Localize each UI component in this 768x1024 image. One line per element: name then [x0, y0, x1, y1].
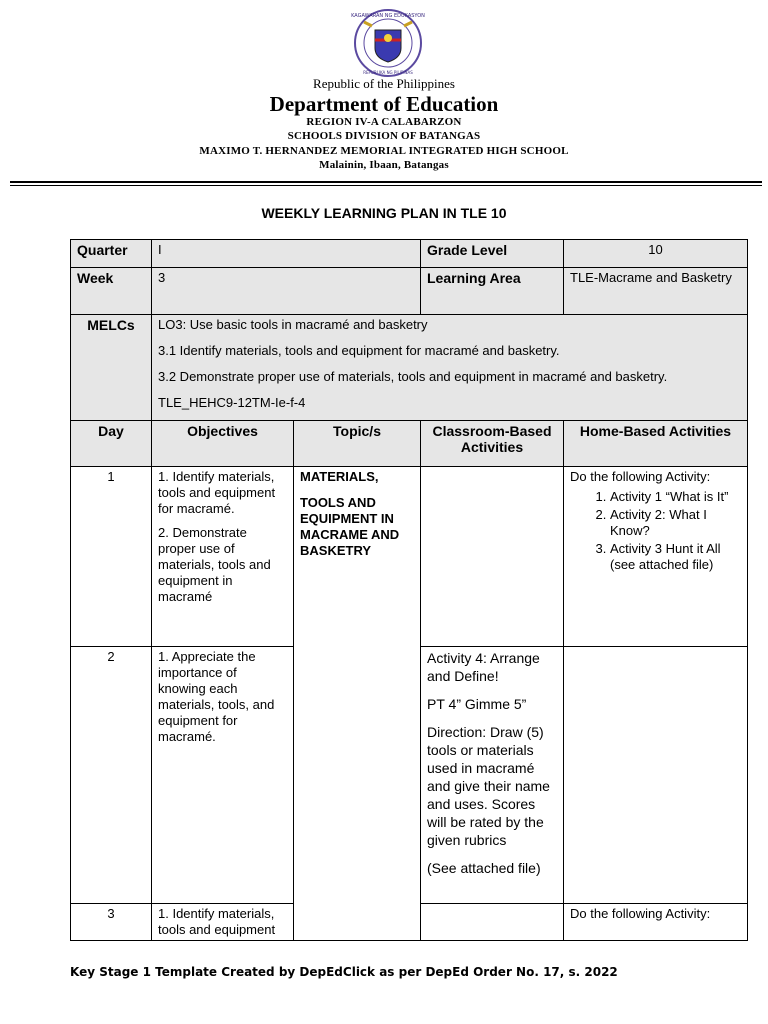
topic-cell	[294, 467, 421, 941]
school-name: MAXIMO T. HERNANDEZ MEMORIAL INTEGRATED HIGH SCHOOL	[199, 145, 569, 157]
classroom-activity: Direction: Draw (5) tools or materials used in macramé and give their name and uses. Scores will be rated by the given rubrics	[427, 724, 550, 848]
home-intro: Do the following Activity:	[570, 469, 711, 484]
melc-item: 3.2 Demonstrate proper use of materials, tools and equipment in macramé and basketry.	[158, 369, 668, 384]
day-cell: 2	[71, 647, 152, 904]
home-cell	[564, 647, 748, 904]
classroom-cell	[421, 904, 564, 941]
melc-code: TLE_HEHC9-12TM-Ie-f-4	[158, 395, 306, 410]
classroom-activity: Activity 4: Arrange and Define!	[427, 650, 540, 684]
home-activity-item: 1. Activity 1 “What is It”	[610, 489, 741, 505]
quarter-label: Quarter	[71, 240, 152, 268]
objective-item: 1. Appreciate the importance of knowing each materials, tools, and equipment for macramé.	[158, 649, 275, 744]
day-cell: 3	[71, 904, 152, 941]
seal-bottom-text: REPUBLIKA NG PILIPINAS	[363, 70, 413, 75]
column-header-objectives: Objectives	[152, 421, 294, 467]
home-cell: Do the following Activity:	[564, 904, 748, 941]
melcs-content	[152, 315, 748, 421]
topic-line: TOOLS AND EQUIPMENT IN MACRAME AND BASKETRY	[300, 495, 400, 558]
column-header-day: Day	[71, 421, 152, 467]
division-line: SCHOOLS DIVISION OF BATANGAS	[287, 130, 481, 142]
column-header-topics: Topic/s	[294, 421, 421, 467]
learning-area-label: Learning Area	[421, 268, 564, 315]
column-header-classroom: Classroom-Based Activities	[421, 421, 564, 467]
deped-seal-logo	[350, 8, 426, 78]
melc-item: 3.1 Identify materials, tools and equipment for macramé and basketry.	[158, 343, 560, 358]
classroom-activity: PT 4” Gimme 5”	[427, 696, 527, 712]
week-value: 3	[152, 268, 421, 315]
page-title: WEEKLY LEARNING PLAN IN TLE 10	[261, 205, 507, 221]
home-cell	[564, 467, 748, 647]
week-label: Week	[71, 268, 152, 315]
melcs-label: MELCs	[71, 315, 152, 421]
grade-level-label: Grade Level	[421, 240, 564, 268]
day-cell: 1	[71, 467, 152, 647]
seal-top-text: KAGAWARAN NG EDUKASYON	[351, 13, 425, 19]
objective-item: 2. Demonstrate proper use of materials, tools and equipment in macramé	[158, 525, 271, 604]
learning-plan-table	[70, 239, 748, 941]
classroom-cell	[421, 467, 564, 647]
home-activity-item: 3. Activity 3 Hunt it All (see attached file)	[610, 541, 741, 573]
footer-note: Key Stage 1 Template Created by DepEdClick as per DepEd Order No. 17, s. 2022	[70, 965, 618, 979]
objectives-cell: 1. Identify materials, tools and equipment	[152, 904, 294, 941]
header-divider	[10, 181, 762, 183]
objectives-cell	[152, 647, 294, 904]
quarter-value: I	[152, 240, 421, 268]
grade-level-value: 10	[564, 240, 748, 268]
classroom-cell	[421, 647, 564, 904]
learning-area-value: TLE-Macrame and Basketry	[564, 268, 748, 315]
home-activity-list	[570, 489, 741, 573]
table-row	[71, 467, 748, 647]
header-divider-thin	[10, 185, 762, 186]
objective-item: 1. Identify materials, tools and equipment for macramé.	[158, 469, 276, 516]
school-address: Malainin, Ibaan, Batangas	[319, 159, 449, 171]
department-name: Department of Education	[269, 92, 499, 116]
classroom-activity: (See attached file)	[427, 860, 541, 876]
region-line: REGION IV-A CALABARZON	[306, 116, 462, 128]
melc-item: LO3: Use basic tools in macramé and basketry	[158, 317, 428, 332]
home-activity-item: 2. Activity 2: What I Know?	[610, 507, 741, 539]
objectives-cell	[152, 467, 294, 647]
column-header-home: Home-Based Activities	[564, 421, 748, 467]
topic-line: MATERIALS,	[300, 469, 379, 484]
republic-line: Republic of the Philippines	[313, 76, 455, 91]
